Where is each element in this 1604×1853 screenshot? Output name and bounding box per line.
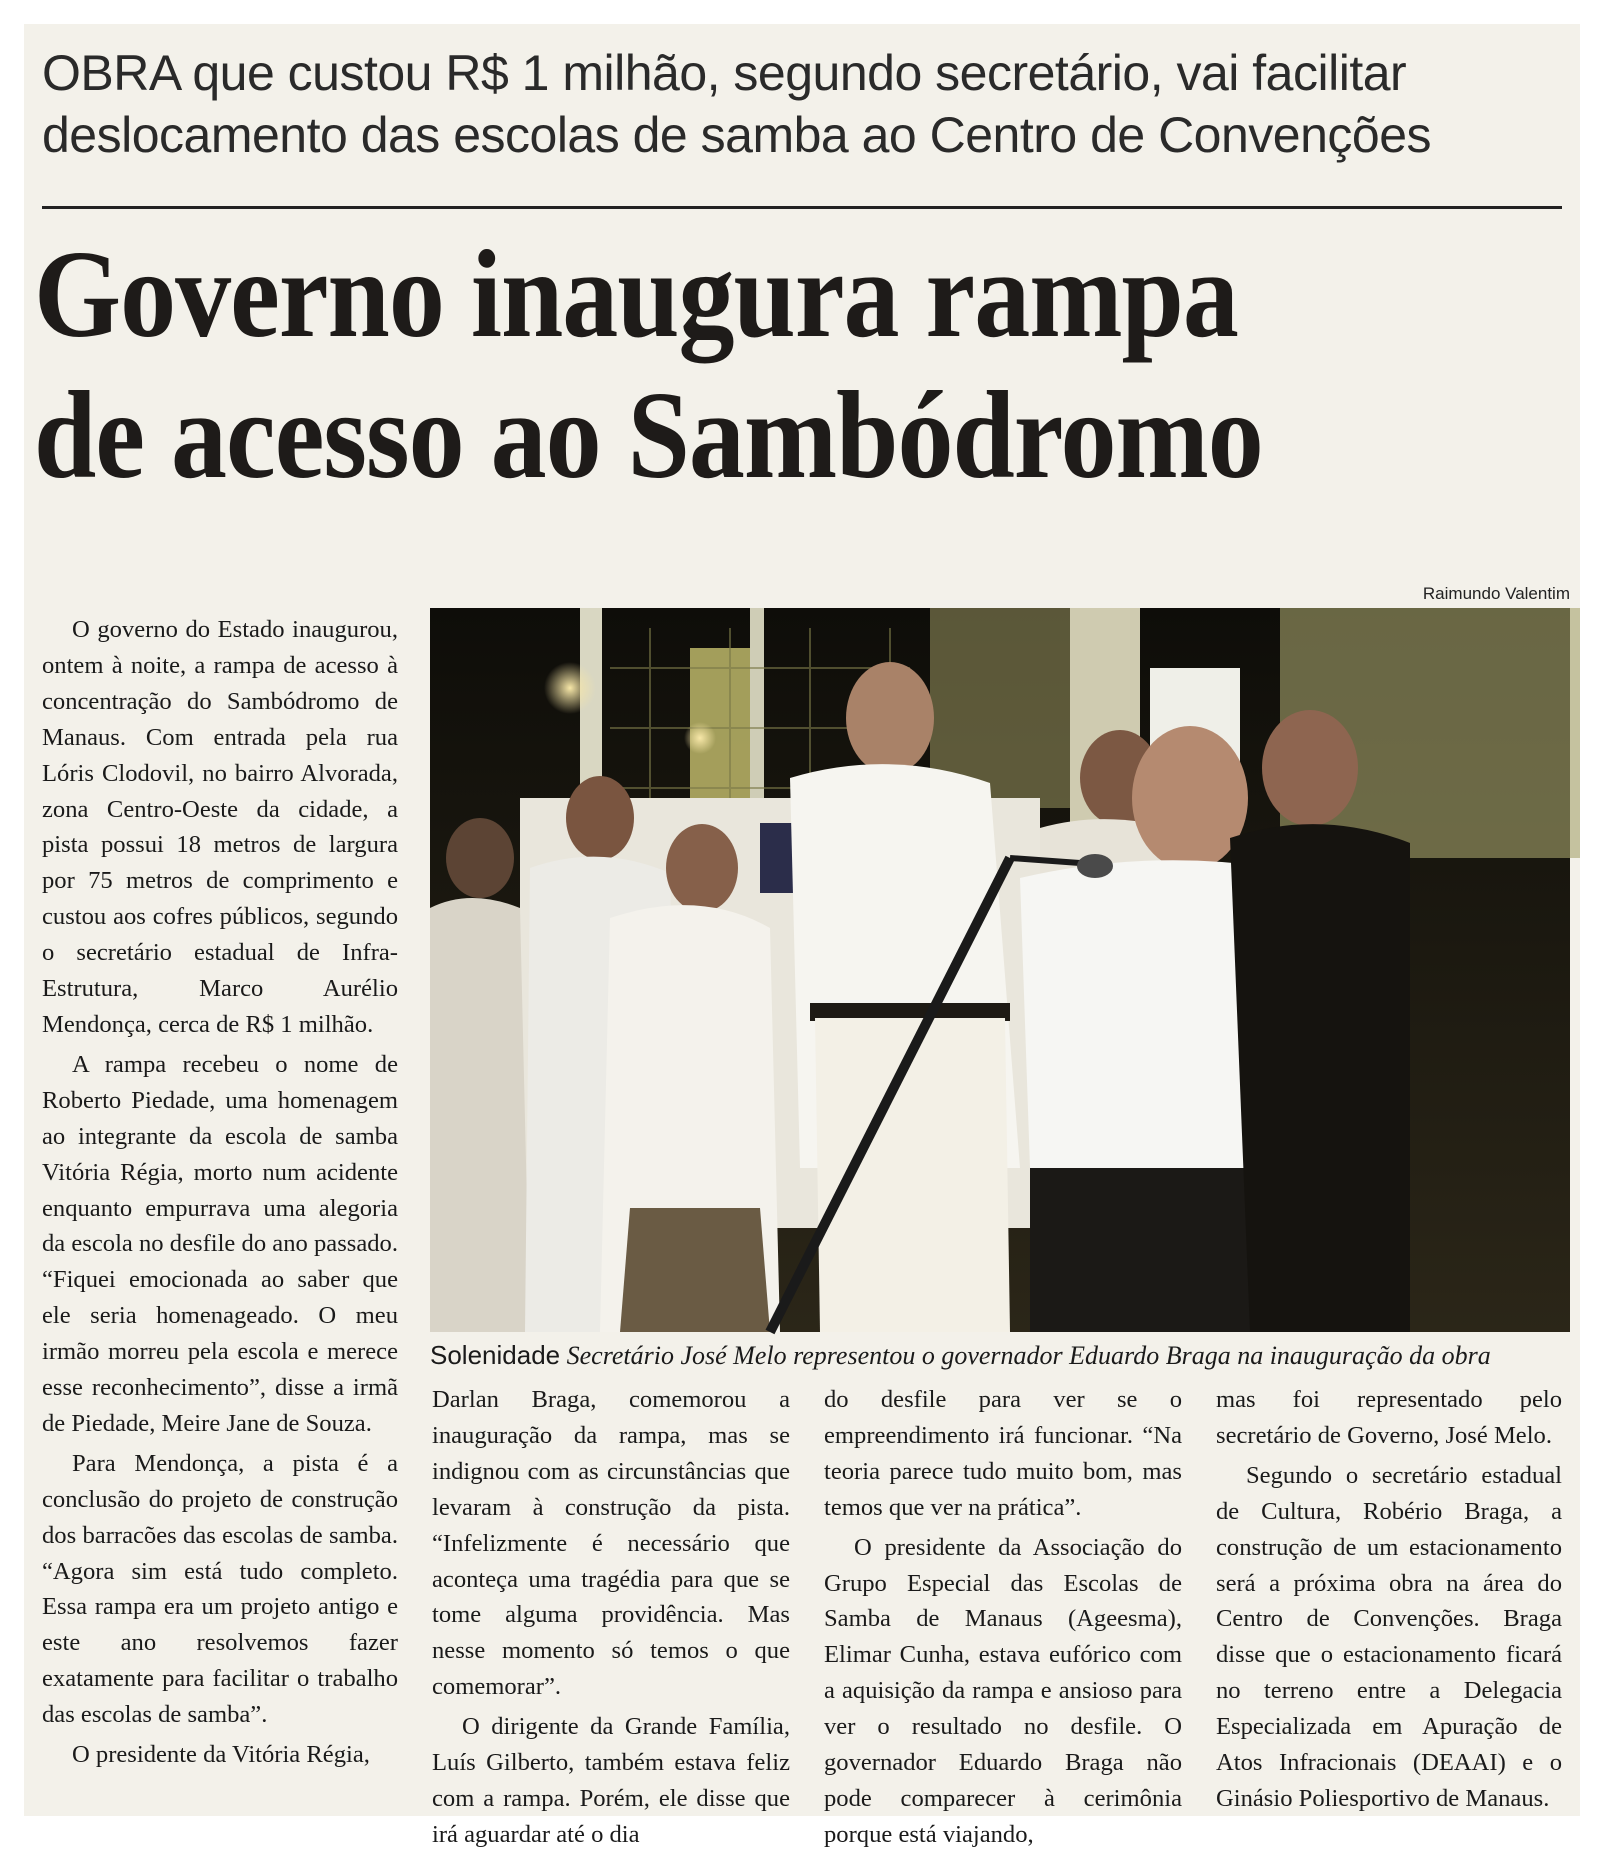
caption-text: Secretário José Melo representou o governador Eduardo Braga na inauguração da obra [566,1341,1491,1370]
paragraph: O presidente da Vitória Régia, [72,1741,370,1769]
caption-lead: Solenidade [430,1340,561,1370]
headline-line-2: de acesso ao Sambódromo [34,366,1263,506]
paragraph: mas foi representado pelo secretário de Governo, José Melo. [1216,1386,1562,1449]
kicker-divider [42,206,1562,209]
body-column-2 [432,1382,790,1853]
body-column-1 [42,612,398,1773]
paragraph: O presidente da Associação do Grupo Especial das Escolas de Samba de Manaus (Ageesma), Elimar Cunha, estava eufórico com a aquisição da rampa e ansioso para ver o resultado no desfile. O governador Eduardo Braga não pode comparecer à cerimônia porque está viajando, [824,1533,1182,1848]
photo-credit: Raimundo Valentim [1422,584,1570,603]
paragraph: O dirigente da Grande Família, Luís Gilberto, também estava feliz com a rampa. Porém, ele disse que irá aguardar até o dia [432,1713,790,1848]
newspaper-clipping [24,24,1580,1848]
paragraph: do desfile para ver se o empreendimento irá funcionar. “Na teoria parece tudo muito bom, mas temos que ver na prática”. [824,1386,1182,1521]
body-column-3 [824,1382,1182,1853]
article-kicker: OBRA que custou R$ 1 milhão, segundo secretário, vai facilitar deslocamento das escolas de samba ao Centro de Convenções [42,45,1432,163]
body-column-4 [1216,1382,1562,1817]
paragraph: A rampa recebeu o nome de Roberto Piedade, uma homenagem ao integrante da escola de samba Vitória Régia, morto num acidente enquanto empurrava uma alegoria da escola no desfile do ano passado. “Fiquei emocionada ao saber que ele seria homenageado. O meu irmão morreu pela escola e merece esse reconhecimento”, disse a irmã de Piedade, Meire Jane de Souza. [42,1050,398,1437]
photo-caption [430,1338,1574,1373]
article-photo [430,608,1570,1332]
paragraph: Darlan Braga, comemorou a inauguração da rampa, mas se indignou com as circunstâncias que levaram à construção da pista. “Infelizmente é necessário que aconteça uma tragédia para que se tome alguma providência. Mas nesse momento só temos o que comemorar”. [432,1386,790,1701]
headline-line-1: Governo inaugura rampa [34,225,1238,364]
paragraph: O governo do Estado inaugurou, ontem à noite, a rampa de acesso à concentração do Sambódromo de Manaus. Com entrada pela rua Lóris Clodovil, no bairro Alvorada, zona Centro-Oeste da cidade, a pista possui 18 metros de largura por 75 metros de comprimento e custou aos cofres públicos, segundo o secretário estadual de Infra-Estrutura, Marco Aurélio Mendonça, cerca de R$ 1 milhão. [42,616,398,1038]
article-headline [34,224,1574,506]
paragraph: Segundo o secretário estadual de Cultura, Robério Braga, a construção de um estacionamento será a próxima obra na área do Centro de Convenções. Braga disse que o estacionamento ficará no terreno entre a Delegacia Especializada em Apuração de Atos Infracionais (DEAAI) e o Ginásio Poliesportivo de Manaus. [1216,1461,1562,1812]
paragraph: Para Mendonça, a pista é a conclusão do projeto de construção dos barracões das escolas de samba. “Agora sim está tudo completo. Essa rampa era um projeto antigo e este ano resolvemos fazer exatamente para facilitar o trabalho das escolas de samba”. [42,1449,398,1729]
